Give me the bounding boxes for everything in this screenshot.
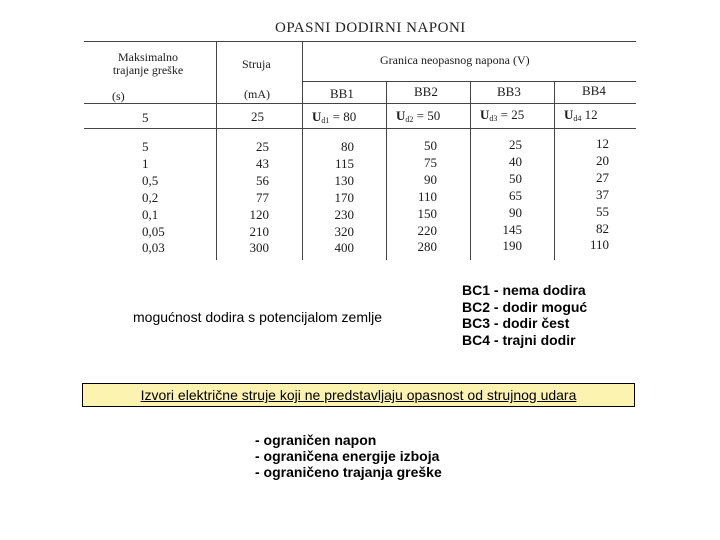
- limitation-item: - ograničena energije izboja: [255, 448, 440, 464]
- bc-item: BC3 - dodir čest: [462, 315, 570, 331]
- duration-cell: 0,05: [142, 223, 165, 239]
- current-unit: (mA): [244, 87, 270, 101]
- u1-value: = 80: [332, 109, 357, 124]
- bb2-cell: 110: [417, 188, 437, 204]
- steady-u3: [480, 107, 524, 123]
- bb2-cell: 90: [424, 171, 437, 187]
- bc-item: BC2 - dodir moguć: [462, 298, 588, 315]
- col-divider-1: [216, 41, 217, 260]
- earth-contact-label: mogućnost dodira s potencijalom zemlje: [133, 309, 383, 325]
- bb1-cell: 130: [334, 172, 354, 188]
- table-top-rule: [84, 41, 636, 42]
- bb3-cell: 90: [509, 204, 522, 220]
- duration-cell: 0,2: [142, 189, 159, 205]
- current-column: [244, 139, 269, 257]
- class-bb2: BB2: [414, 84, 438, 99]
- current-cell: 43: [256, 155, 269, 171]
- class-bb3: BB3: [497, 84, 521, 99]
- bc-item: BC1 - nema dodira: [462, 282, 586, 298]
- current-header: Struja: [242, 57, 271, 71]
- bb1-cell: 230: [334, 206, 354, 222]
- u3-sub: d3: [489, 114, 498, 123]
- steady-current: 25: [251, 109, 264, 124]
- bc-classification-list: [462, 282, 587, 348]
- duration-cell: 0,1: [142, 206, 159, 222]
- bb4-cell: 27: [596, 169, 609, 185]
- bb4-column: [584, 136, 609, 254]
- bb1-cell: 115: [334, 155, 354, 171]
- current-cell: 300: [249, 240, 269, 256]
- u1-sub: d1: [321, 116, 330, 125]
- bb3-column: [497, 137, 522, 255]
- limitation-item: - ograničen napon: [255, 432, 377, 448]
- bb3-cell: 50: [509, 170, 522, 186]
- u4-value: 12: [584, 107, 598, 122]
- steady-u4: [564, 107, 598, 123]
- bb3-cell: 190: [502, 238, 522, 254]
- bb2-cell: 75: [424, 154, 437, 170]
- steady-u1: [312, 109, 356, 125]
- col-divider-4: [470, 81, 471, 260]
- bb4-cell: 82: [596, 220, 609, 236]
- bb2-column: [412, 138, 437, 256]
- limitations-list: [255, 432, 442, 480]
- bb3-cell: 25: [509, 137, 522, 152]
- bb1-cell: 170: [334, 189, 354, 205]
- col-divider-2: [302, 41, 303, 260]
- duration-column: [142, 139, 165, 257]
- bb1-column: [329, 139, 354, 257]
- duration-cell: 0,5: [142, 172, 159, 188]
- bb4-cell: 55: [596, 203, 609, 219]
- duration-unit: (s): [112, 89, 125, 103]
- table-title: OPASNI DODIRNI NAPONI: [275, 20, 466, 36]
- duration-cell: 0,03: [142, 240, 165, 256]
- header-sub-rule: [302, 81, 636, 82]
- voltage-header: Granica neopasnog napona (V): [380, 53, 530, 67]
- duration-cell: 5: [142, 139, 149, 154]
- bb4-cell: 110: [589, 237, 609, 253]
- safe-sources-banner: Izvori električne struje koji ne predstavljaju opasnost od strujnog udara: [82, 383, 635, 407]
- u3-value: = 25: [500, 107, 525, 122]
- steady-u2: [396, 108, 440, 124]
- bb4-cell: 12: [596, 136, 609, 151]
- u2-value: = 50: [416, 108, 441, 123]
- current-cell: 25: [256, 139, 269, 154]
- current-cell: 77: [256, 189, 269, 205]
- duration-header-line2: trajanje greške: [112, 63, 184, 77]
- u2-sub: d2: [405, 115, 414, 124]
- u4-symbol: U: [564, 107, 574, 122]
- col-divider-5: [554, 81, 555, 260]
- col-divider-3: [386, 81, 387, 260]
- bb3-cell: 65: [509, 187, 522, 203]
- duration-header: [98, 51, 198, 77]
- limitation-item: - ograničeno trajanja greške: [255, 464, 442, 480]
- class-bb4: BB4: [582, 83, 606, 98]
- current-cell: 210: [249, 223, 269, 239]
- touch-voltage-table: [84, 38, 636, 260]
- bc-item: BC4 - trajni dodir: [462, 331, 576, 348]
- class-bb1: BB1: [330, 86, 354, 101]
- u3-symbol: U: [480, 107, 490, 122]
- duration-header-line1: Maksimalno: [118, 50, 178, 64]
- bb1-cell: 320: [334, 223, 354, 239]
- bb1-cell: 80: [341, 139, 354, 154]
- u4-sub: d4: [573, 114, 582, 123]
- current-cell: 120: [249, 206, 269, 222]
- steady-duration: 5: [142, 110, 149, 125]
- bb2-cell: 280: [417, 239, 437, 255]
- u1-symbol: U: [312, 109, 322, 124]
- bb2-cell: 50: [424, 138, 437, 153]
- bb2-cell: 220: [417, 222, 437, 238]
- bb3-cell: 40: [509, 153, 522, 169]
- bb3-cell: 145: [502, 221, 522, 237]
- u2-symbol: U: [396, 108, 406, 123]
- current-cell: 56: [256, 172, 269, 188]
- bb2-cell: 150: [417, 205, 437, 221]
- duration-cell: 1: [142, 155, 149, 171]
- bb4-cell: 37: [596, 186, 609, 202]
- bb1-cell: 400: [334, 240, 354, 256]
- bb4-cell: 20: [596, 152, 609, 168]
